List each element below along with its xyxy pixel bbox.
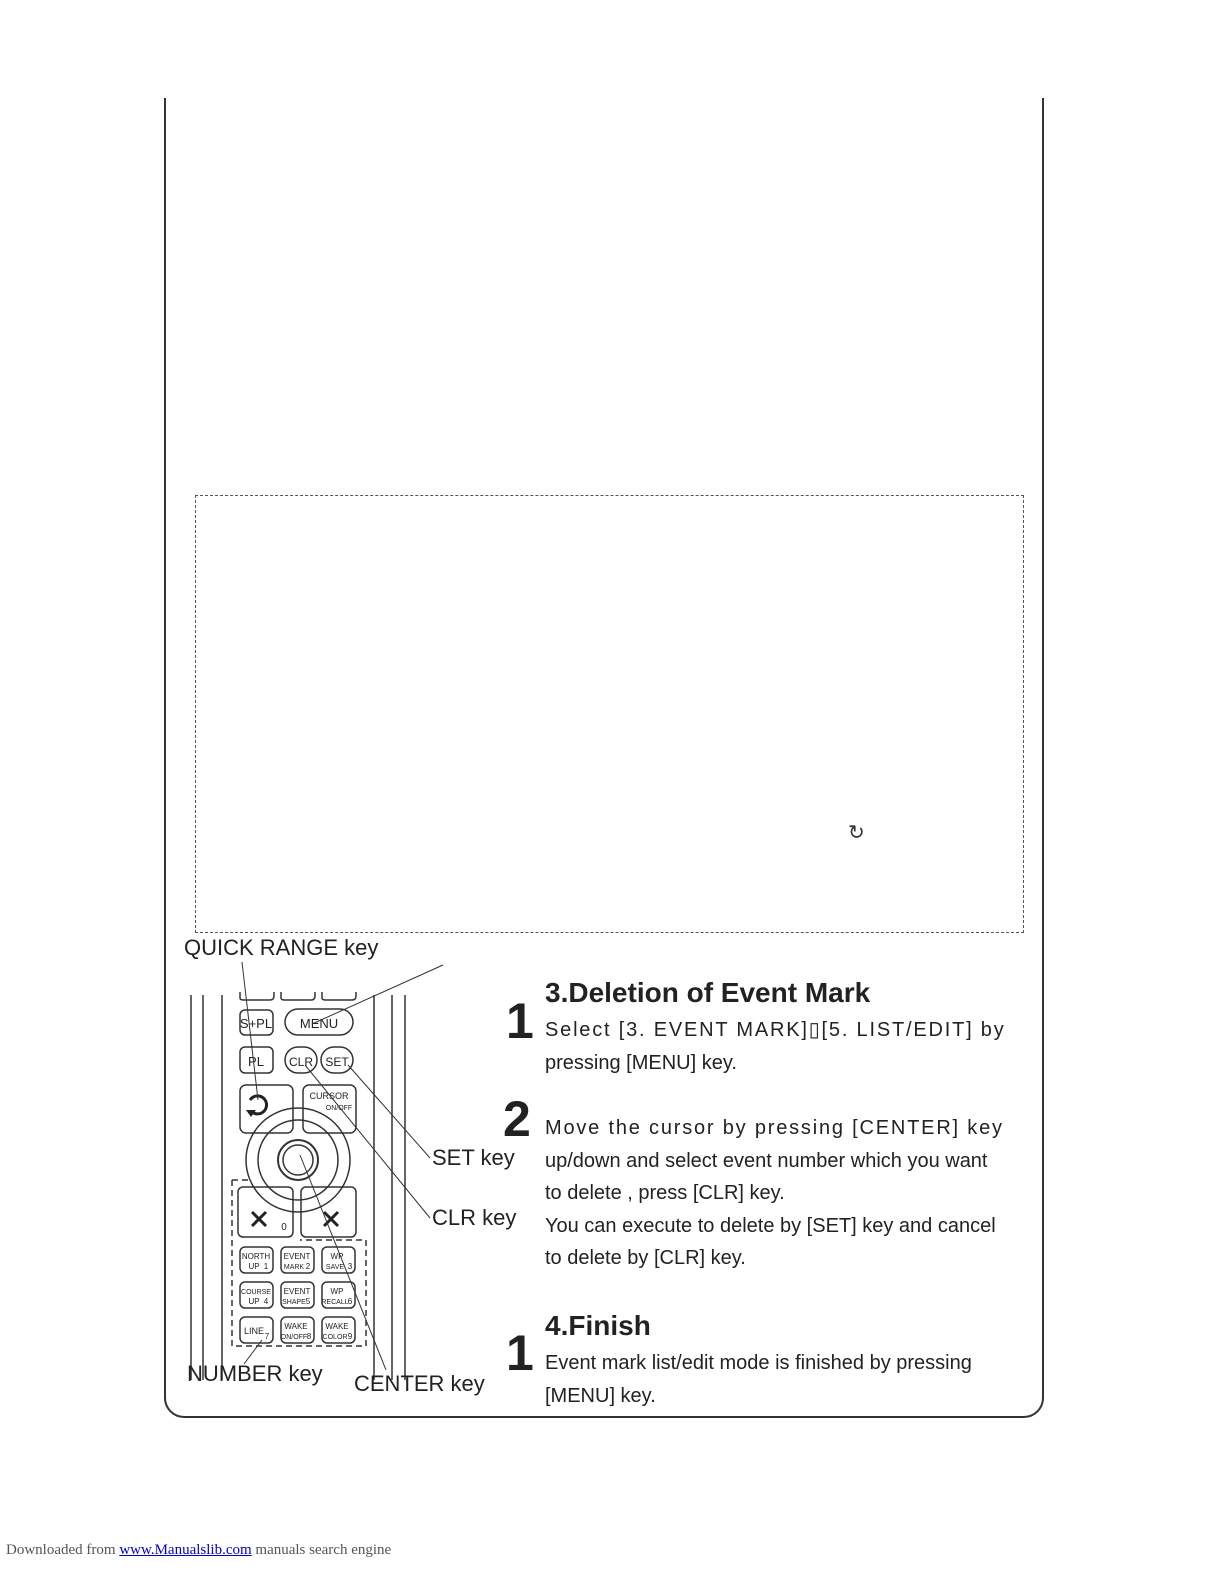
section-3-step-1-text (545, 1014, 1023, 1079)
section-4-step-1-number: 1 (506, 1325, 534, 1381)
key-wake-onoff-b: ON/OFF (280, 1334, 308, 1341)
rotate-icon: ↻ (848, 822, 865, 844)
callout-quick-range-key: QUICK RANGE key (184, 935, 379, 960)
leader-menu (312, 965, 443, 1024)
key-s-pl: S+PL (239, 1016, 273, 1031)
section-3-step-2-number: 2 (503, 1091, 531, 1147)
section-3-step-1-number: 1 (506, 993, 534, 1049)
section-4-heading: 4.Finish (545, 1310, 651, 1341)
callout-center-key: CENTER key (354, 1371, 485, 1396)
key-menu: MENU (299, 1016, 339, 1031)
key-clr: CLR (288, 1055, 314, 1069)
key-wp-save-c: 3 (347, 1262, 353, 1271)
leader-quick-range (242, 962, 258, 1100)
key-event-shape-a: EVENT (283, 1287, 311, 1296)
key-cursor: CURSOR (309, 1091, 349, 1101)
key-wake-color-b: COLOR (322, 1334, 348, 1341)
key-event-mark-c: 2 (305, 1262, 311, 1271)
section-3-step-2-line-2: up/down and select event number which you want (545, 1149, 988, 1172)
key-wp-recall-c: 6 (347, 1297, 353, 1306)
key-wake-onoff-a: WAKE (284, 1322, 308, 1331)
key-wake-color-a: WAKE (325, 1322, 349, 1331)
key-course-up-b: UP (248, 1297, 260, 1306)
footer-suffix: manuals search engine (255, 1542, 392, 1558)
section-3-step-1-line-2: pressing [MENU] key. (545, 1051, 737, 1074)
key-north-up-c: 1 (263, 1262, 269, 1271)
key-course-up-a: COURSE (241, 1289, 271, 1296)
key-event-mark-b: MARK (283, 1264, 305, 1271)
footer-link[interactable]: www.Manualslib.com (119, 1542, 252, 1558)
callout-clr-key: CLR key (432, 1205, 517, 1230)
section-3-step-2-line-5: to delete by [CLR] key. (545, 1247, 746, 1269)
key-cursor-sub: ON/OFF (325, 1105, 353, 1112)
key-pl: PL (248, 1054, 264, 1069)
key-event-mark-a: EVENT (283, 1252, 311, 1261)
section-3-step-2-line-4: You can execute to delete by [SET] key and cancel (545, 1214, 996, 1237)
footer (6, 1542, 391, 1559)
key-north-up-a: NORTH (241, 1252, 271, 1261)
key-wake-color-c: 9 (347, 1332, 353, 1341)
footer-prefix: Downloaded from (6, 1542, 116, 1558)
key-zero: 0 (281, 1222, 287, 1233)
callout-number-key: NUMBER key (187, 1361, 323, 1386)
section-4-step-1-text (545, 1347, 1023, 1412)
key-line-b: 7 (264, 1332, 270, 1341)
key-wp-save-b: SAVE (325, 1264, 345, 1271)
leader-set (348, 1065, 430, 1158)
key-set: SET (325, 1055, 349, 1069)
key-event-shape-c: 5 (305, 1297, 311, 1306)
key-wp-recall-a: WP (330, 1287, 344, 1296)
key-wake-onoff-c: 8 (306, 1332, 312, 1341)
section-3-step-2-line-1: Move the cursor by pressing [CENTER] key (545, 1117, 1004, 1139)
key-wp-save-a: WP (330, 1252, 344, 1261)
key-line-a: LINE (243, 1326, 265, 1336)
section-3-step-1-line-1: Select [3. EVENT MARK]▯[5. LIST/EDIT] by (545, 1019, 1006, 1041)
callout-set-key: SET key (432, 1145, 515, 1170)
section-4-step-1-line-2: [MENU] key. (545, 1384, 656, 1407)
section-3-heading: 3.Deletion of Event Mark (545, 977, 871, 1008)
section-3-step-2-line-3: to delete , press [CLR] key. (545, 1182, 785, 1204)
section-3-step-2-text (545, 1112, 1023, 1275)
key-course-up-c: 4 (263, 1297, 269, 1306)
key-event-shape-b: SHAPE (282, 1299, 306, 1306)
section-4-step-1-line-1: Event mark list/edit mode is finished by pressing (545, 1352, 972, 1374)
key-wp-recall-b: RECALL (321, 1299, 349, 1306)
leader-clr (305, 1065, 430, 1218)
key-north-up-b: UP (248, 1262, 260, 1271)
